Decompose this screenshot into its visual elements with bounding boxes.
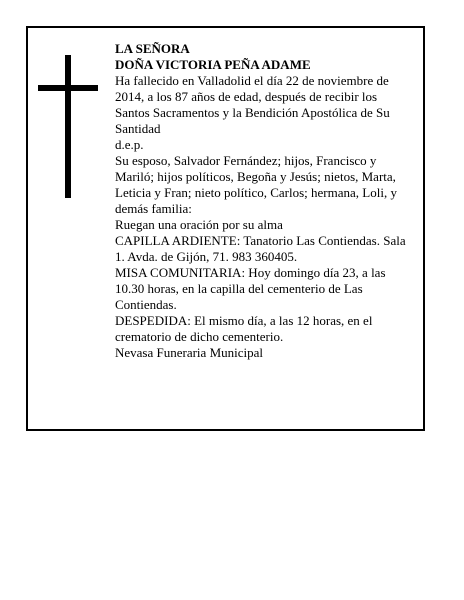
deceased-name: DOÑA VICTORIA PEÑA ADAME [115,57,311,72]
farewell-info: DESPEDIDA: El mismo día, a las 12 horas, en el crematorio de dicho cementerio. [115,313,373,344]
rip-abbreviation: d.e.p. [115,137,144,152]
prayer-request: Ruegan una oración por su alma [115,217,283,232]
latin-cross-icon [38,55,98,198]
cross-vertical-bar [65,55,71,198]
funeral-home: Nevasa Funeraria Municipal [115,345,264,360]
obituary-notice [26,26,425,431]
cross-horizontal-bar [38,85,98,91]
family-list: Su esposo, Salvador Fernández; hijos, Francisco y Mariló; hijos políticos, Begoña y Jesús; nietos, Marta, Leticia y Fran; nieto político, Carlos; hermana, Loli, y demás familia: [115,153,397,216]
mass-info: MISA COMUNITARIA: Hoy domingo día 23, a las 10.30 horas, en la capilla del cementerio de Las Contiendas. [115,265,386,312]
chapel-info: CAPILLA ARDIENTE: Tanatorio Las Contiendas. Sala 1. Avda. de Gijón, 71. 983 360405. [115,233,406,264]
notice-text [115,41,415,361]
heading-title: LA SEÑORA [115,41,190,56]
death-announcement: Ha fallecido en Valladolid el día 22 de noviembre de 2014, a los 87 años de edad, después de recibir los Santos Sacramentos y la Bendición Apostólica de Su Santidad [115,73,390,136]
